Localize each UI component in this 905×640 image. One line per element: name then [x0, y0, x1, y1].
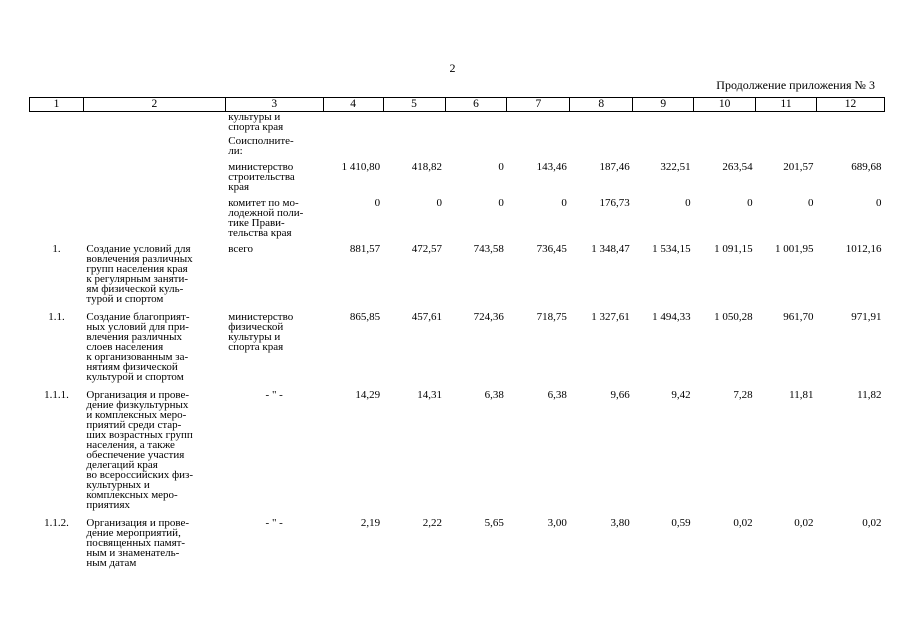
- item-name-cell: [83, 112, 225, 137]
- value-cell: 187,46: [599, 161, 630, 173]
- column-header: 12: [817, 98, 885, 112]
- item-code-cell: [30, 112, 84, 137]
- item-code-cell: 1.1.: [48, 311, 65, 323]
- value-cell: 0: [808, 197, 814, 209]
- value-cell: 1012,16: [845, 243, 882, 255]
- value-cell: 1 534,15: [652, 243, 691, 255]
- column-header: 4: [323, 98, 383, 112]
- item-code-cell: [30, 198, 84, 244]
- value-cell: [323, 112, 383, 137]
- executor-cell: всего: [228, 243, 254, 255]
- executor-cell: Соисполните- ли:: [228, 135, 294, 157]
- value-cell: 0,02: [794, 517, 814, 529]
- table-row: [30, 312, 885, 390]
- value-cell: [507, 136, 570, 162]
- value-cell: 718,75: [536, 311, 567, 323]
- value-cell: 1 410,80: [341, 161, 381, 173]
- executor-cell: министерство строительства края: [228, 161, 295, 193]
- value-cell: 11,81: [789, 389, 814, 401]
- item-code-cell: 1.1.1.: [44, 389, 69, 401]
- value-cell: 176,73: [599, 197, 630, 209]
- value-cell: [817, 112, 885, 137]
- executor-cell: комитет по мо- лодежной поли- тике Прави- тельства края: [228, 197, 304, 239]
- item-name-cell: [83, 136, 225, 162]
- item-name-cell: Создание условий для вовлечения различных групп населения края к регулярным заняти- ям физической куль- турой и спортом: [86, 243, 193, 305]
- column-header: 2: [83, 98, 225, 112]
- column-header: 5: [383, 98, 445, 112]
- executor-cell: культуры и спорта края: [228, 111, 284, 133]
- item-code-cell: 1.: [52, 243, 61, 255]
- value-cell: 6,38: [547, 389, 567, 401]
- table-row: [30, 518, 885, 568]
- value-cell: [756, 136, 817, 162]
- value-cell: 1 091,15: [714, 243, 753, 255]
- value-cell: 9,66: [610, 389, 630, 401]
- value-cell: 143,46: [536, 161, 567, 173]
- value-cell: [445, 136, 507, 162]
- value-cell: 3,80: [610, 517, 630, 529]
- value-cell: 0: [747, 197, 753, 209]
- value-cell: 1 327,61: [591, 311, 630, 323]
- value-cell: 743,58: [473, 243, 504, 255]
- executor-cell: - " -: [265, 389, 283, 401]
- table-row: [30, 198, 885, 244]
- column-header: 8: [570, 98, 633, 112]
- value-cell: 0,59: [671, 517, 691, 529]
- item-code-cell: 1.1.2.: [44, 517, 69, 529]
- budget-table: [29, 97, 885, 568]
- value-cell: [633, 112, 694, 137]
- value-cell: 0: [498, 161, 504, 173]
- value-cell: 0: [436, 197, 442, 209]
- value-cell: [323, 136, 383, 162]
- value-cell: 7,28: [733, 389, 753, 401]
- table-row: [30, 162, 885, 198]
- value-cell: 881,57: [349, 243, 381, 255]
- value-cell: 418,82: [411, 161, 442, 173]
- value-cell: 971,91: [851, 311, 882, 323]
- value-cell: [383, 136, 445, 162]
- column-header: 6: [445, 98, 507, 112]
- value-cell: 0: [374, 197, 381, 209]
- value-cell: 0: [498, 197, 504, 209]
- value-cell: 1 050,28: [714, 311, 753, 323]
- value-cell: 201,57: [783, 161, 814, 173]
- item-name-cell: Организация и прове- дение физкультурных и комплексных меро- приятий среди стар- ших возрастных групп населения, а также обеспечение участия делегаций края во всероссийских физ- культурных и комплексных меро- приятиях: [86, 389, 194, 511]
- value-cell: 322,51: [660, 161, 691, 173]
- value-cell: 961,70: [783, 311, 814, 323]
- table-row: [30, 136, 885, 162]
- executor-cell: - " -: [265, 517, 283, 529]
- column-header: 7: [507, 98, 570, 112]
- value-cell: [570, 136, 633, 162]
- value-cell: 3,00: [547, 517, 567, 529]
- column-header: 3: [225, 98, 323, 112]
- value-cell: 14,29: [355, 389, 381, 401]
- table-row: [30, 390, 885, 518]
- page-number: 2: [449, 61, 456, 75]
- value-cell: 263,54: [722, 161, 753, 173]
- value-cell: 1 348,47: [591, 243, 630, 255]
- value-cell: 0: [561, 197, 567, 209]
- column-header: 1: [30, 98, 84, 112]
- table-row: [30, 244, 885, 312]
- value-cell: 6,38: [484, 389, 504, 401]
- value-cell: 724,36: [473, 311, 504, 323]
- column-header: 11: [756, 98, 817, 112]
- appendix-continuation-label: Продолжение приложения № 3: [716, 78, 875, 92]
- value-cell: 5,65: [484, 517, 504, 529]
- value-cell: [383, 112, 445, 137]
- value-cell: 689,68: [851, 161, 882, 173]
- column-header: 9: [633, 98, 694, 112]
- value-cell: 0,02: [862, 517, 882, 529]
- value-cell: 0: [876, 197, 882, 209]
- value-cell: 472,57: [411, 243, 442, 255]
- value-cell: 14,31: [417, 389, 442, 401]
- value-cell: 0: [685, 197, 691, 209]
- value-cell: [694, 136, 756, 162]
- value-cell: 9,42: [671, 389, 691, 401]
- value-cell: [756, 112, 817, 137]
- value-cell: 1 001,95: [775, 243, 814, 255]
- value-cell: [633, 136, 694, 162]
- value-cell: [817, 136, 885, 162]
- value-cell: 11,82: [857, 389, 882, 401]
- value-cell: [694, 112, 756, 137]
- value-cell: 0,02: [733, 517, 753, 529]
- item-name-cell: Создание благоприят- ных условий для при- влечения различных слоев населения к организованным за- нятиям физической культурой и спортом: [86, 311, 190, 383]
- table-header-row: [30, 98, 885, 112]
- table-row: [30, 112, 885, 137]
- value-cell: 457,61: [411, 311, 442, 323]
- column-header: 10: [694, 98, 756, 112]
- executor-cell: министерство физической культуры и спорта края: [228, 311, 294, 353]
- item-name-cell: Организация и прове- дение мероприятий, посвященных памят- ным и знаменатель- ным датам: [86, 517, 190, 569]
- item-code-cell: [30, 136, 84, 162]
- value-cell: [445, 112, 507, 137]
- value-cell: 1 494,33: [652, 311, 691, 323]
- item-code-cell: [30, 162, 84, 198]
- value-cell: [570, 112, 633, 137]
- value-cell: 2,19: [360, 517, 381, 529]
- value-cell: 736,45: [536, 243, 567, 255]
- item-name-cell: [83, 162, 225, 198]
- value-cell: 2,22: [422, 517, 442, 529]
- value-cell: 865,85: [349, 311, 381, 323]
- value-cell: [507, 112, 570, 137]
- item-name-cell: [83, 198, 225, 244]
